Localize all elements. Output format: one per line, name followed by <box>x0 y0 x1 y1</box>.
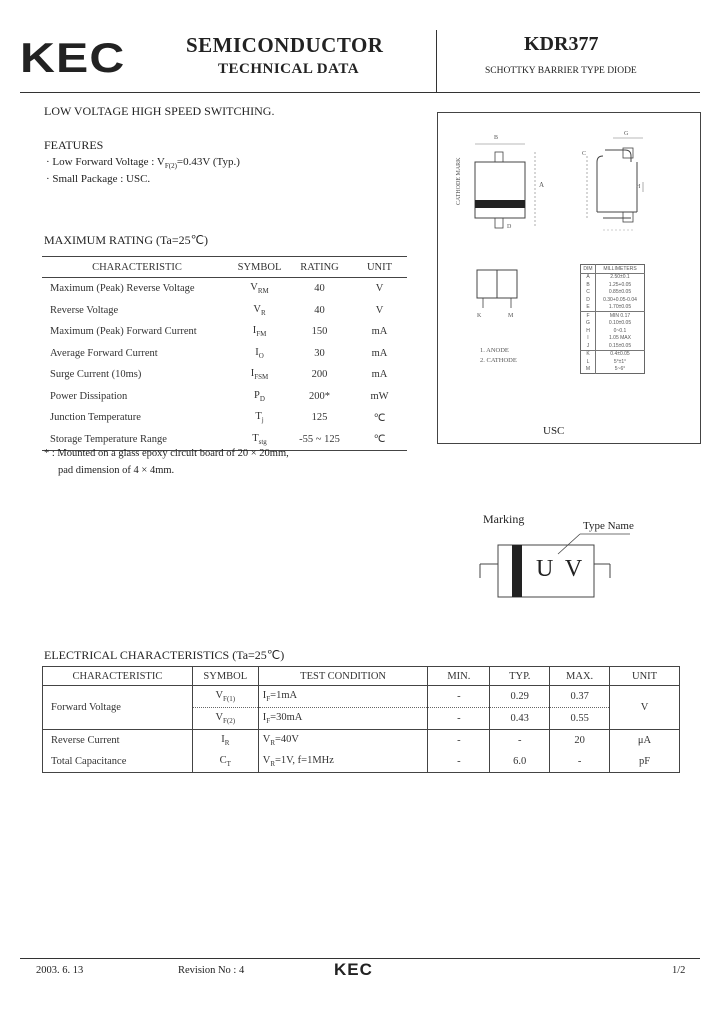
footer-page: 1/2 <box>672 965 686 976</box>
value-cell: MIN 0.17 <box>596 312 645 320</box>
table-row <box>581 312 645 320</box>
rating-cell: 30 <box>314 347 325 359</box>
cond-main: V <box>262 733 271 745</box>
unit-cell: V <box>375 304 384 316</box>
symbol-sub: O <box>258 351 264 360</box>
max-rating-table <box>42 256 407 451</box>
cathode-band <box>475 200 525 208</box>
dimension-table <box>580 264 645 374</box>
header-divider <box>436 30 437 92</box>
unit-cell: V <box>375 283 384 295</box>
value-cell: 2.50±0.1 <box>596 273 645 281</box>
table-row <box>581 366 645 374</box>
table-row <box>42 321 407 343</box>
characteristic-cell: Surge Current (10ms) <box>50 369 142 381</box>
symbol-main: V <box>253 303 261 315</box>
cond-sub: R <box>270 739 276 748</box>
table-row <box>581 350 645 358</box>
package-drawing <box>437 112 699 442</box>
table-row <box>581 320 645 328</box>
symbol-cell <box>232 407 287 429</box>
table-row <box>581 281 645 289</box>
max-cell: 0.55 <box>550 708 610 730</box>
characteristic-cell: Reverse Current <box>43 730 193 752</box>
dim-cell: C <box>586 289 590 296</box>
application-text: LOW VOLTAGE HIGH SPEED SWITCHING. <box>44 104 275 118</box>
pin-1-label: 1. ANODE <box>480 347 509 354</box>
table-row <box>43 686 680 708</box>
header-symbol: SYMBOL <box>232 257 287 278</box>
side-view-body <box>597 150 637 218</box>
top-view-body <box>475 162 525 218</box>
header-typ: TYP. <box>490 667 550 686</box>
table-row <box>581 296 645 304</box>
value-cell: 0.85±0.05 <box>596 289 645 297</box>
package-name: USC <box>543 425 565 437</box>
cond-value: =1mA <box>270 689 298 701</box>
dim-label-c: C <box>582 151 587 157</box>
part-description: SCHOTTKY BARRIER TYPE DIODE <box>485 66 637 76</box>
dim-label-m: M <box>508 313 514 319</box>
symbol-cell <box>232 343 287 365</box>
dim-cell: K <box>581 350 596 358</box>
cond-main: I <box>262 689 267 701</box>
symbol-cell <box>192 730 258 752</box>
dim-cell: I <box>587 335 589 342</box>
symbol-main: I <box>252 325 257 337</box>
condition-cell <box>258 708 428 730</box>
electrical-title: ELECTRICAL CHARACTERISTICS (Ta=25℃) <box>44 648 285 662</box>
dim-cell: D <box>586 296 590 303</box>
unit-cell: mW <box>370 390 389 402</box>
header-subtitle: TECHNICAL DATA <box>218 61 360 77</box>
mm-header: MILLIMETERS <box>596 265 645 274</box>
symbol-sub: j <box>261 416 264 425</box>
table-header-row <box>43 667 680 686</box>
symbol-cell <box>192 708 258 730</box>
dim-label-k: K <box>477 313 482 319</box>
feature-1-suffix: =0.43V (Typ.) <box>176 156 240 168</box>
cond-value: =1V, f=1MHz <box>275 754 334 766</box>
table-row <box>581 327 645 335</box>
footer-date: 2003. 6. 13 <box>36 965 84 976</box>
min-cell: - <box>428 708 490 730</box>
unit-cell: μA <box>610 730 680 752</box>
header-max: MAX. <box>550 667 610 686</box>
value-cell: 5°±1° <box>596 358 645 366</box>
rating-cell: 150 <box>311 326 328 338</box>
value-cell: 0.10±0.05 <box>596 320 645 328</box>
table-row <box>43 730 680 752</box>
value-cell: 1.70±0.05 <box>596 304 645 312</box>
value-cell: 0.30+0.05-0.04 <box>596 296 645 304</box>
table-row <box>42 343 407 365</box>
marking-code: U V <box>536 556 586 582</box>
unit-cell: mA <box>371 369 388 381</box>
dim-cell: A <box>581 273 596 281</box>
footnote-line-1: * : Mounted on a glass epoxy circuit board of 20 × 20mm, <box>44 448 289 459</box>
symbol-main: T <box>252 432 259 444</box>
symbol-main: I <box>255 346 259 358</box>
header-characteristic: CHARACTERISTIC <box>42 257 232 278</box>
characteristic-cell: Forward Voltage <box>51 702 121 713</box>
dim-label-b: B <box>494 135 499 141</box>
footnote-line-2: pad dimension of 4 × 4mm. <box>58 465 175 476</box>
min-cell: - <box>428 751 490 773</box>
unit-cell: pF <box>610 751 680 773</box>
symbol-sub: stg <box>258 437 267 446</box>
feature-1-sub: F(2) <box>164 162 177 171</box>
symbol-main: I <box>250 368 255 380</box>
table-header-row <box>42 257 407 278</box>
value-cell: 0~0.1 <box>596 327 645 335</box>
dim-cell: F <box>581 312 596 320</box>
symbol-sub: R <box>260 308 266 317</box>
symbol-main: V <box>215 711 224 723</box>
table-row <box>42 407 407 429</box>
cond-sub: F <box>266 717 271 726</box>
max-cell: - <box>550 751 610 773</box>
cathode-mark-label: CATHODE MARK <box>456 157 462 205</box>
symbol-cell <box>192 686 258 708</box>
max-cell: 0.37 <box>550 686 610 708</box>
symbol-cell <box>232 278 287 300</box>
rating-cell: -55 ~ 125 <box>287 429 352 451</box>
characteristic-cell: Maximum (Peak) Reverse Voltage <box>50 283 195 295</box>
cond-main: I <box>262 711 267 723</box>
table-row <box>43 751 680 773</box>
table-row <box>581 289 645 297</box>
typ-cell: 6.0 <box>490 751 550 773</box>
table-row <box>581 335 645 343</box>
symbol-main: I <box>221 733 225 745</box>
rating-cell: 125 <box>311 412 328 424</box>
header-test-condition: TEST CONDITION <box>258 667 428 686</box>
characteristic-cell: Power Dissipation <box>50 390 128 402</box>
characteristic-cell: Average Forward Current <box>50 347 158 359</box>
dim-header-row <box>581 265 645 274</box>
rating-cell: 40 <box>314 283 325 295</box>
dim-cell: B <box>586 281 590 288</box>
table-row <box>42 300 407 322</box>
unit-cell: V <box>610 686 680 730</box>
header-unit: UNIT <box>610 667 680 686</box>
table-row <box>42 364 407 386</box>
dim-cell: G <box>586 320 590 327</box>
header-rule <box>20 92 700 93</box>
dim-cell: H <box>586 327 590 334</box>
lead-top <box>495 152 503 162</box>
dim-header: DIM <box>583 265 593 272</box>
symbol-sub: RM <box>257 287 269 296</box>
typ-cell: 0.43 <box>490 708 550 730</box>
max-rating-title: MAXIMUM RATING (Ta=25℃) <box>44 233 209 247</box>
symbol-sub: D <box>259 394 265 403</box>
header-unit: UNIT <box>352 257 407 278</box>
condition-cell <box>258 686 428 708</box>
table-row <box>581 342 645 350</box>
electrical-table <box>42 666 680 773</box>
symbol-cell <box>232 386 287 408</box>
cond-value: =30mA <box>270 711 303 723</box>
symbol-cell <box>232 364 287 386</box>
dim-label-d: D <box>507 224 512 230</box>
cond-main: V <box>262 754 271 766</box>
symbol-cell <box>232 321 287 343</box>
table-row <box>581 273 645 281</box>
symbol-cell <box>192 751 258 773</box>
pin-2-label: 2. CATHODE <box>480 357 517 364</box>
typ-cell: - <box>490 730 550 752</box>
dim-label-h: H <box>636 184 641 190</box>
feature-forward-voltage <box>46 156 240 170</box>
characteristic-cell: Storage Temperature Range <box>42 429 232 451</box>
dim-label-g: G <box>624 131 629 137</box>
footer-rule <box>20 958 700 959</box>
footer-kec-logo: KEC <box>334 960 373 979</box>
characteristic-cell: Reverse Voltage <box>50 304 119 316</box>
cond-value: =40V <box>275 733 300 745</box>
header-min: MIN. <box>428 667 490 686</box>
dim-cell: L <box>586 358 590 365</box>
rating-cell: 200* <box>309 390 330 402</box>
max-cell: 20 <box>550 730 610 752</box>
typ-cell: 0.29 <box>490 686 550 708</box>
condition-cell <box>258 751 428 773</box>
footer-revision: Revision No : 4 <box>178 965 245 976</box>
value-cell: 0.15±0.05 <box>596 342 645 350</box>
features-title: FEATURES <box>44 138 104 152</box>
unit-cell: ℃ <box>352 429 407 451</box>
feature-1-prefix: · Low Forward Voltage : V <box>46 156 165 168</box>
type-name-label: Type Name <box>583 520 634 532</box>
value-cell: 5~6° <box>596 366 645 374</box>
min-cell: - <box>428 686 490 708</box>
symbol-main: V <box>250 282 258 294</box>
symbol-main: C <box>219 754 227 766</box>
unit-cell: ℃ <box>373 412 386 424</box>
table-row <box>42 386 407 408</box>
symbol-main: T <box>255 411 262 423</box>
value-cell: 0.4±0.05 <box>596 350 645 358</box>
feature-small-package: · Small Package : USC. <box>46 173 151 185</box>
rating-cell: 40 <box>314 304 325 316</box>
characteristic-cell: Junction Temperature <box>50 412 141 424</box>
lead-bottom <box>495 218 503 228</box>
value-cell: 1.05 MAX <box>596 335 645 343</box>
symbol-sub: FSM <box>254 373 269 382</box>
value-cell: 1.25+0.05 <box>596 281 645 289</box>
type-name-leader <box>558 534 580 554</box>
symbol-sub: T <box>226 760 231 769</box>
unit-cell: mA <box>371 347 388 359</box>
header-symbol: SYMBOL <box>192 667 258 686</box>
symbol-sub: F(1) <box>223 695 236 704</box>
min-cell: - <box>428 730 490 752</box>
symbol-main: V <box>215 689 224 701</box>
symbol-sub: FM <box>256 330 267 339</box>
table-row <box>42 278 407 300</box>
marking-title: Marking <box>483 512 525 526</box>
table-row <box>581 358 645 366</box>
symbol-main: P <box>254 389 260 401</box>
symbol-cell <box>232 300 287 322</box>
header-characteristic: CHARACTERISTIC <box>43 667 193 686</box>
characteristic-cell: Maximum (Peak) Forward Current <box>50 326 197 338</box>
symbol-sub: R <box>224 739 230 748</box>
dim-cell: E <box>586 304 590 311</box>
cond-sub: F <box>266 695 271 704</box>
side-lead-bottom <box>623 212 633 222</box>
part-number: KDR377 <box>524 33 599 55</box>
marking-cathode-band <box>512 545 522 597</box>
dim-cell: J <box>586 342 590 349</box>
condition-cell <box>258 730 428 752</box>
characteristic-cell: Total Capacitance <box>51 756 127 767</box>
unit-cell: mA <box>371 326 388 338</box>
table-row <box>581 304 645 312</box>
dim-label-a: A <box>539 181 545 189</box>
cond-sub: R <box>270 760 276 769</box>
dim-cell: M <box>585 366 591 373</box>
kec-logo: KEC <box>20 34 126 81</box>
header-title: SEMICONDUCTOR <box>186 33 384 57</box>
rating-cell: 200 <box>311 369 328 381</box>
symbol-sub: F(2) <box>223 717 236 726</box>
header-rating: RATING <box>287 257 352 278</box>
